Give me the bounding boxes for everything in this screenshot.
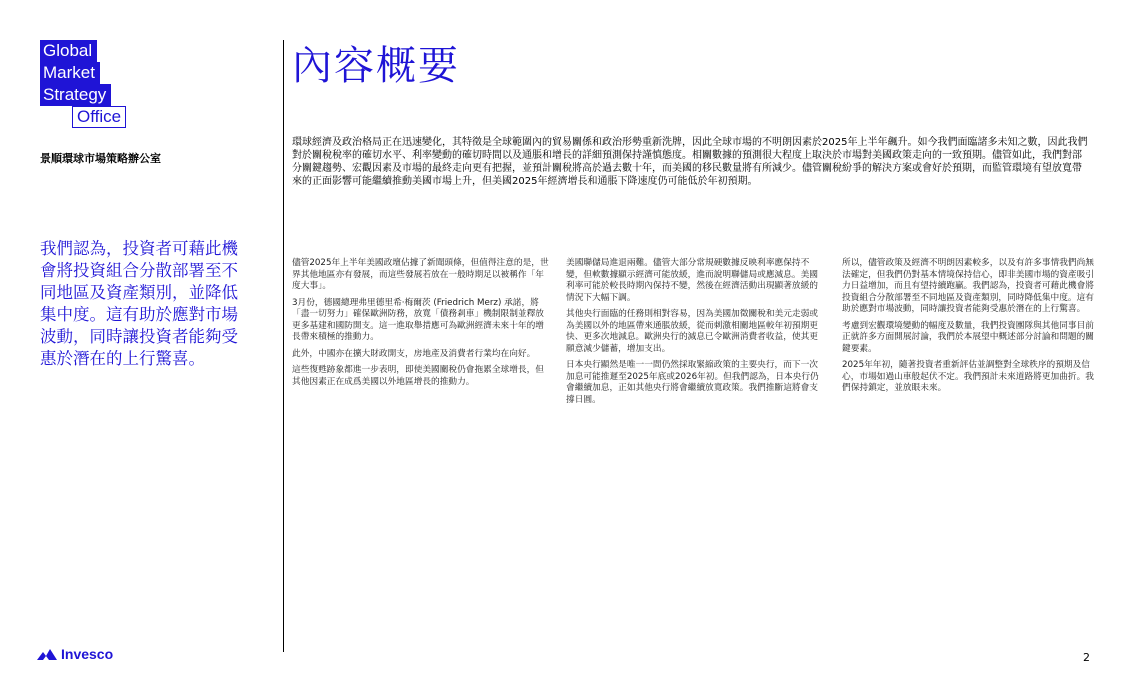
vertical-divider xyxy=(283,40,284,652)
logo-line-strategy: Strategy xyxy=(40,84,111,106)
paragraph: 儘管2025年上半年美國政壇佔據了新聞頭條，但值得注意的是，世界其他地區亦有發展，而這些發展若放在一般時期足以被稱作「年度大事」。 xyxy=(292,258,549,291)
text-column-1 xyxy=(292,258,552,393)
paragraph: 其他央行面臨的任務則相對容易，因為美國加徵關稅和美元走弱或為美國以外的地區帶來通脹放緩，從而刺激相關地區較年初預期更快、更多次地減息。歐洲央行的減息已令歐洲消費者收益，使其更願意減少儲蓄，增加支出。 xyxy=(566,309,818,354)
office-name: 景順環球市場策略辦公室 xyxy=(40,152,161,165)
page-number: 2 xyxy=(1083,651,1090,664)
paragraph: 這些復甦跡象都進一步表明，即使美國關稅仍會拖累全球增長，但其他因素正在成爲美國以外地區增長的推動力。 xyxy=(292,365,544,387)
brand-name: Invesco xyxy=(61,646,114,662)
invesco-logo xyxy=(37,646,113,662)
logo-line-market: Market xyxy=(40,62,100,84)
paragraph: 美國聯儲局進退兩難。儘管大部分常規硬數據反映利率應保持不變，但軟數據顯示經濟可能放緩，進而說明聯儲局或應減息。美國利率可能於較長時期內保持不變，然後在經濟活動出現顯著放緩的情況下大幅下調。 xyxy=(566,258,818,303)
gms-office-logo xyxy=(40,40,140,128)
text-column-3 xyxy=(842,258,1102,400)
paragraph: 2025年年初，隨著投資者重新評估並調整對全球秩序的預期及信心，市場如過山車般起伏不定。我們預計未來道路將更加曲折。我們保持鎮定，並放眼未來。 xyxy=(842,360,1094,393)
paragraph: 考慮到宏觀環境變動的幅度及數量，我們投資團隊與其他同事目前正就許多方面開展討論，我們於本展望中概述部分討論和問題的關鍵要素。 xyxy=(842,320,1094,354)
intro-paragraph: 環球經濟及政治格局正在迅速變化，其特徵是全球範圍內的貿易關係和政治形勢重新洗牌，因此全球市場的不明朗因素於2025年上半年飆升。如今我們面臨諸多未知之數，因此我們對於關稅稅率的確切水平、利率變動的確切時間以及通脹和增長的詳細預測保持謹慎態度。相關數據的預測很大程度上取決於市場對美國政策走向的一致預期。儘管如此，我們對部分關鍵趨勢、宏觀因素及市場的最終走向更有把握，並預計關稅將高於過去數十年，而美國的移民數量將有所減少。儘管關稅紛爭的解決方案或會好於預期，而監管環境有望放寬帶來的正面影響可能繼續推動美國市場上升，但美國2025年經濟增長和通脹下降速度仍可能低於年初預期。 xyxy=(292,137,1088,187)
paragraph: 此外，中國亦在擴大財政開支，房地產及消費者行業均在向好。 xyxy=(292,348,536,359)
side-pull-quote: 我們認為，投資者可藉此機會將投資組合分散部署至不同地區及資產類別，並降低集中度。這有助於應對市場波動，同時讓投資者能夠受惠於潛在的上行驚喜。 xyxy=(40,239,238,368)
page-title: 內容概要 xyxy=(292,43,460,89)
paragraph: 日本央行顯然是唯一一間仍然採取緊縮政策的主要央行，而下一次加息可能推遲至2025年底或2026年初。但我們認為，日本央行仍會繼續加息，正如其他央行將會繼續放寬政策。我們推斷這將會支撐日圓。 xyxy=(566,360,819,405)
logo-line-global: Global xyxy=(40,40,97,62)
logo-line-office: Office xyxy=(72,106,126,128)
text-column-2 xyxy=(566,258,826,411)
paragraph: 所以，儘管政策及經濟不明朗因素較多，以及有許多事情我們尚無法確定，但我們仍對基本情境保持信心，即非美國市場的資產吸引力日益增加，而且有望持續跑贏。我們認為，投資者可藉此機會將投資組合分散部署至不同地區及資產類別，同時降低集中度。這有助於應對市場波動，同時讓投資者能夠受惠於潛在的上行驚喜。 xyxy=(842,258,1094,314)
paragraph: 3月份，德國總理弗里德里希·梅爾茨 (Friedrich Merz) 承諾，將「盡一切努力」確保歐洲防務，放寬「債務剎車」機制限制並釋放更多基建和國防開支。這一進取舉措應可為歐洲經濟未來十年的增長帶來積極的推動力。 xyxy=(292,297,544,342)
mountain-icon xyxy=(37,647,57,661)
